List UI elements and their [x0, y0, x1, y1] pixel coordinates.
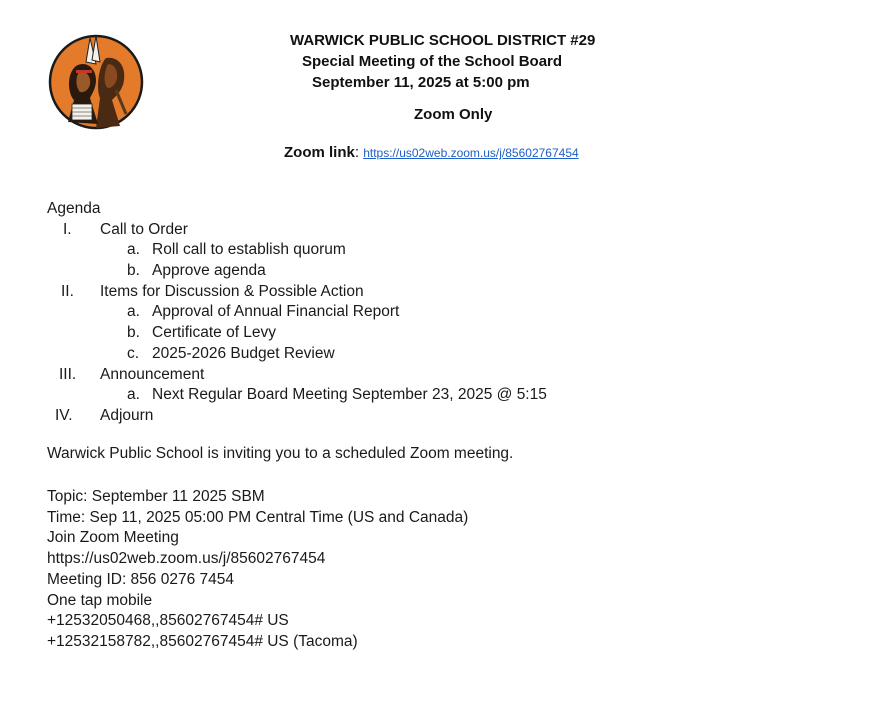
meeting-date: September 11, 2025 at 5:00 pm [312, 74, 530, 91]
agenda-subitem-text: Approval of Annual Financial Report [152, 303, 400, 321]
school-logo [46, 30, 146, 132]
agenda-item-number: I. [63, 220, 72, 238]
agenda-subitem-letter: c. [127, 344, 140, 362]
agenda-item [47, 406, 847, 427]
agenda-item [47, 365, 847, 386]
phone-number: +12532158782,,85602767454# US (Tacoma) [47, 632, 358, 650]
agenda-subitem-text: Next Regular Board Meeting September 23, 2025 @ 5:15 [152, 386, 547, 404]
agenda-subitem [47, 385, 847, 406]
meeting-time: Time: Sep 11, 2025 05:00 PM Central Time (US and Canada) [47, 508, 469, 526]
agenda-item-text: Items for Discussion & Possible Action [100, 282, 364, 300]
agenda-subitem [47, 302, 847, 323]
agenda-subitem-text: Certificate of Levy [152, 324, 277, 342]
zoom-link[interactable]: https://us02web.zoom.us/j/85602767454 [363, 146, 579, 160]
agenda-item [47, 220, 847, 241]
meeting-topic: Topic: September 11 2025 SBM [47, 488, 265, 505]
meeting-details [47, 487, 468, 653]
zoom-only-label: Zoom Only [414, 106, 493, 123]
agenda-subitem-text: Roll call to establish quorum [152, 241, 346, 259]
one-tap-label: One tap mobile [47, 591, 153, 609]
zoom-link-line [284, 144, 579, 161]
agenda-subitem-letter: b. [127, 324, 140, 342]
agenda-item-number: III. [59, 365, 77, 383]
agenda [47, 199, 847, 427]
agenda-subitem-text: 2025-2026 Budget Review [152, 344, 335, 362]
agenda-item-text: Announcement [100, 365, 205, 383]
district-title: WARWICK PUBLIC SCHOOL DISTRICT #29 [290, 32, 596, 49]
document-header [250, 30, 630, 93]
agenda-subitem-letter: a. [127, 303, 140, 321]
invite-text: Warwick Public School is inviting you to a scheduled Zoom meeting. [47, 445, 514, 462]
agenda-subitem [47, 323, 847, 344]
agenda-item [47, 282, 847, 303]
zoom-link-label: Zoom link [284, 144, 355, 161]
agenda-title-row [47, 199, 847, 220]
meeting-url: https://us02web.zoom.us/j/85602767454 [47, 550, 326, 568]
agenda-item-number: IV. [55, 406, 73, 424]
meeting-id: Meeting ID: 856 0276 7454 [47, 570, 234, 588]
zoom-link-colon: : [354, 144, 360, 161]
agenda-subitem [47, 240, 847, 261]
agenda-item-text: Call to Order [100, 220, 188, 238]
agenda-subitem-text: Approve agenda [152, 262, 266, 280]
agenda-item-number: II. [61, 282, 74, 300]
agenda-subitem-letter: a. [127, 386, 140, 404]
agenda-subitem-letter: b. [127, 262, 140, 280]
meeting-title: Special Meeting of the School Board [302, 53, 563, 70]
phone-number: +12532050468,,85602767454# US [47, 612, 289, 630]
agenda-subitem [47, 261, 847, 282]
agenda-title: Agenda [47, 200, 101, 217]
join-zoom-label: Join Zoom Meeting [47, 529, 179, 547]
agenda-subitem [47, 344, 847, 365]
agenda-item-text: Adjourn [100, 406, 154, 424]
agenda-subitem-letter: a. [127, 241, 140, 259]
